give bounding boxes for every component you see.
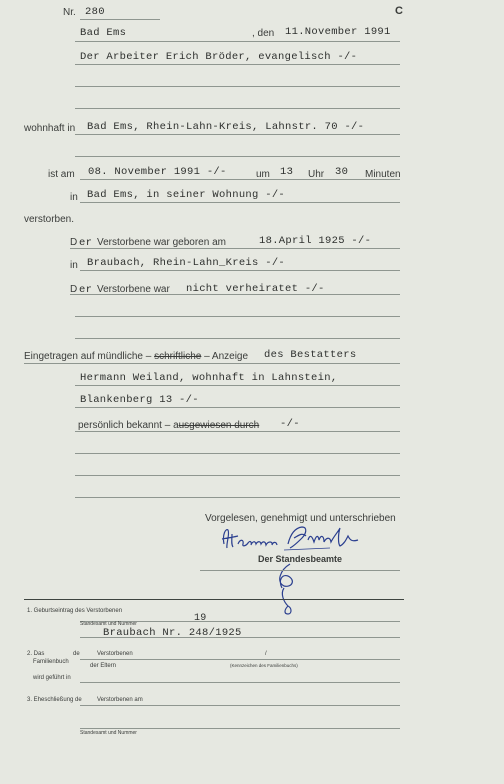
death-time-line [80, 179, 400, 180]
footer-item2-label-c: wird geführt in [33, 675, 71, 681]
person-line-2 [75, 86, 400, 87]
residence-line-2 [75, 156, 400, 157]
identity-label [78, 421, 259, 431]
residence-line [75, 134, 400, 135]
registration-value-1: des Bestatters [264, 349, 357, 361]
birth-date-value: 18.April 1925 -/- [259, 235, 372, 247]
registrar-signature [270, 560, 310, 618]
death-place-value: Bad Ems, in seiner Wohnung -/- [87, 189, 286, 201]
footer-item1-sup: 19 [194, 613, 207, 624]
minuten-label: Minuten [365, 169, 401, 180]
footer-item2-label-a: 2. Das [27, 651, 45, 657]
birth-prefix-d: D [70, 237, 78, 248]
marital-label: Verstorbene war [97, 284, 170, 295]
um-label: um [256, 169, 270, 180]
birth-label: Verstorbene war geboren am [97, 237, 226, 248]
footer-item1-value: Braubach Nr. 248/1925 [103, 627, 242, 639]
blank-line-5 [75, 497, 400, 498]
marital-line [70, 294, 400, 295]
nr-label: Nr. [63, 7, 76, 18]
date-line [75, 41, 400, 42]
footer-separator [24, 599, 404, 600]
birth-place-in-label: in [70, 260, 78, 271]
footer-item3-label: 3. Eheschließung de [27, 697, 82, 703]
marital-prefix-d: D [70, 284, 78, 295]
registration-value-3: Blankenberg 13 -/- [80, 394, 199, 406]
registration-struck-word: schriftliche [154, 351, 202, 362]
blank-line-1 [75, 316, 400, 317]
signature-line [200, 570, 400, 571]
identity-label-start: persönlich bekannt – a [78, 420, 179, 431]
birth-place-line [80, 270, 400, 271]
read-approved-label: Vorgelesen, genehmigt und unterschrieben [205, 513, 396, 524]
registration-line-1 [24, 363, 400, 364]
identity-value: -/- [280, 418, 300, 430]
death-date-label: ist am [48, 169, 75, 180]
date-value: 11.November 1991 [285, 26, 391, 38]
footer-item1-sub: Standesamt und Nummer [80, 621, 137, 627]
birth-prefix-er: er [79, 237, 93, 249]
footer-item2-label-de: de [73, 651, 80, 657]
register-number: 280 [85, 6, 105, 18]
identity-struck: usgewiesen durch [178, 420, 260, 431]
footer-item2-kennz: (Kennzeichen des Familienbuchs) [230, 663, 298, 668]
footer-item2-label-b: Familienbuch [33, 659, 69, 665]
marital-prefix-er: er [79, 284, 93, 296]
marital-value: nicht verheiratet -/- [186, 283, 325, 295]
footer-item3-sub: Standesamt und Nummer [80, 730, 137, 736]
footer-item1-line-2 [80, 637, 400, 638]
uhr-label: Uhr [308, 169, 325, 180]
blank-line-4 [75, 475, 400, 476]
nr-underline [80, 19, 160, 20]
blank-line-2 [75, 338, 400, 339]
footer-item3-line [80, 705, 400, 706]
death-minutes-value: 30 [335, 166, 349, 178]
footer-item2-slash: / [265, 651, 267, 657]
place-value: Bad Ems [80, 27, 127, 39]
death-place-line [80, 202, 400, 203]
residence-label: wohnhaft in [24, 123, 76, 134]
footer-item1-label: 1. Geburtseintrag des Verstorbenen [27, 608, 123, 614]
death-date-value: 08. November 1991 -/- [88, 166, 227, 178]
registration-label-end: – Anzeige [204, 351, 249, 362]
person-line-1 [75, 64, 400, 65]
footer-item2-line-2 [80, 682, 400, 683]
death-place-in-label: in [70, 192, 78, 203]
registration-line-2 [75, 385, 400, 386]
registration-label-start: Eingetragen auf mündliche – [24, 351, 152, 362]
registration-line-3 [75, 407, 400, 408]
registrar-label: Der Standesbeamte [258, 554, 343, 564]
registration-value-2: Hermann Weiland, wohnhaft in Lahnstein, [80, 372, 338, 384]
residence-value: Bad Ems, Rhein-Lahn-Kreis, Lahnstr. 70 -/- [87, 121, 365, 133]
form-letter: C [395, 5, 403, 17]
person-line-3 [75, 108, 400, 109]
den-label: , den [252, 28, 275, 39]
handwritten-signature-1 [218, 524, 368, 552]
identity-line [75, 431, 400, 432]
footer-item3-label-b: Verstorbenen am [97, 697, 143, 703]
footer-item2-label-verst: Verstorbenen [97, 651, 133, 657]
footer-item2-line [80, 659, 400, 660]
deceased-description: Der Arbeiter Erich Bröder, evangelisch -/- [80, 51, 358, 63]
registration-label [24, 352, 248, 362]
footer-item3-line-2 [80, 728, 400, 729]
birth-date-line [70, 248, 400, 249]
verstorben-label: verstorben. [24, 214, 75, 225]
death-hour-value: 13 [280, 166, 294, 178]
footer-item2-label-eltern: der Eltern [90, 663, 117, 669]
birth-place-value: Braubach, Rhein-Lahn_Kreis -/- [87, 257, 286, 269]
blank-line-3 [75, 453, 400, 454]
